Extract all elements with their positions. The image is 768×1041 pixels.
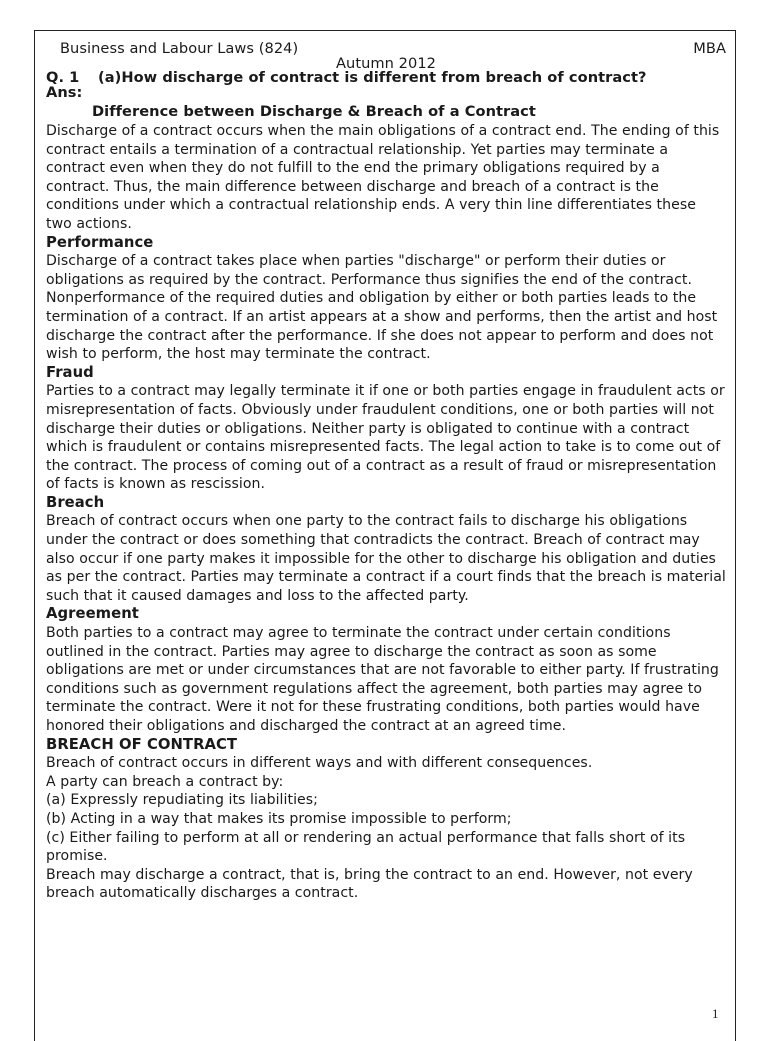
answer-label: Ans: xyxy=(46,84,83,101)
section-heading-agreement: Agreement xyxy=(46,605,139,623)
document-page xyxy=(46,40,726,903)
breach-of-contract-heading: BREACH OF CONTRACT xyxy=(46,735,238,753)
intro-paragraph: Discharge of a contract occurs when the main obligations of a contract end. The ending of this contract entails a termination of a contractual relationship. Yet parties may terminate a contract even when they do not fulfill to the end the primary obligations required by a contract. Thus, the main difference between discharge and breach of a contract is the conditions under which a contractual relationship ends. A very thin line differentiates these two actions. xyxy=(46,123,720,232)
section-heading-performance: Performance xyxy=(46,233,154,251)
answer-title: Difference between Discharge & Breach of a Contract xyxy=(92,103,536,120)
question-line xyxy=(46,70,726,86)
course-title: Business and Labour Laws (824) xyxy=(60,40,299,57)
breach-item-a: (a) Expressly repudiating its liabilities; xyxy=(46,792,318,809)
section-body-performance: Discharge of a contract takes place when parties "discharge" or perform their duties or obligations as required by the contract. Performance thus signifies the end of the contract. Nonperformance of the required duties and obligation by either or both parties leads to the termination of a contract. If an artist appears at a show and performs, then the artist and host discharge the contract after the performance. If she does not appear to perform and does not wish to perform, the host may terminate the contract. xyxy=(46,253,718,363)
breach-item-c: (c) Either failing to perform at all or rendering an actual performance that falls short of its promise. xyxy=(46,829,686,865)
breach-line-1: Breach of contract occurs in different ways and with different consequences. xyxy=(46,755,593,772)
breach-item-b: (b) Acting in a way that makes its promise impossible to perform; xyxy=(46,810,512,827)
section-body-fraud: Parties to a contract may legally terminate it if one or both parties engage in fraudulent acts or misrepresentation of facts. Obviously under fraudulent conditions, one or both parties will not discharge their duties or obligations. Neither party is obligated to continue with a contract which is fraudulent or contains misrepresented facts. The legal action to take is to come out of the contract. The process of coming out of a contract as a result of fraud or misrepresentation of facts is known as rescission. xyxy=(46,383,725,493)
program-label: MBA xyxy=(693,40,726,57)
section-body-breach: Breach of contract occurs when one party to the contract fails to discharge his obligations under the contract or does something that contradicts the contract. Breach of contract may also occur if one party makes it impossible for the other to discharge his obligation and duties as per the contract. Parties may terminate a contract if a court finds that the breach is material such that it caused damages and loss to the affected party. xyxy=(46,513,726,604)
section-heading-fraud: Fraud xyxy=(46,363,94,381)
breach-closing-paragraph: Breach may discharge a contract, that is, bring the contract to an end. However, not every breach automatically discharges a contract. xyxy=(46,866,693,902)
page-number: 1 xyxy=(712,1006,719,1021)
section-heading-breach: Breach xyxy=(46,493,105,511)
question-text: (a)How discharge of contract is different from breach of contract? xyxy=(98,69,647,86)
term-label: Autumn 2012 xyxy=(336,55,436,72)
section-body-agreement: Both parties to a contract may agree to terminate the contract under certain conditions outlined in the contract. Parties may agree to discharge the contract as soon as some obligations are met or under circumstances that are not favorable to either party. If frustrating conditions such as government regulations affect the agreement, both parties may agree to terminate the contract. Were it not for these frustrating conditions, both parties would have honored their obligations and discharged the contract at an agreed time. xyxy=(46,625,719,734)
breach-line-2: A party can breach a contract by: xyxy=(46,773,284,790)
question-number: Q. 1 xyxy=(46,69,80,86)
